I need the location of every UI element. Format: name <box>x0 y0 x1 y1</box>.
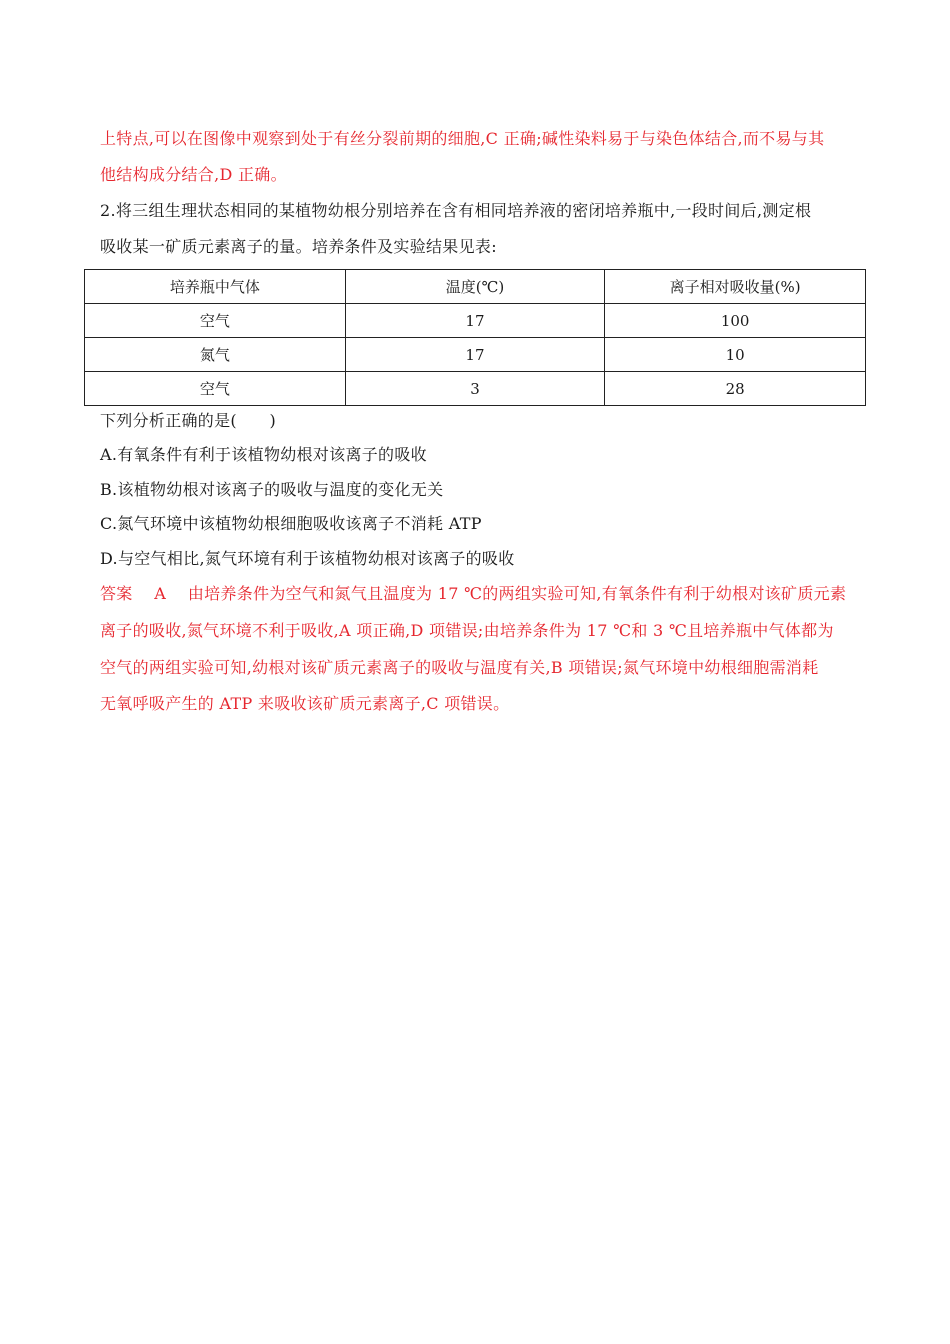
cell-temperature: 17 <box>345 338 605 372</box>
cell-gas: 空气 <box>85 372 346 406</box>
cell-gas: 空气 <box>85 304 346 338</box>
option-d: D.与空气相比,氮气环境有利于该植物幼根对该离子的吸收 <box>100 549 515 568</box>
cell-absorption: 28 <box>605 372 866 406</box>
cell-absorption: 10 <box>605 338 866 372</box>
cell-temperature: 17 <box>345 304 605 338</box>
question-prompt: 下列分析正确的是( ) <box>100 411 277 430</box>
header-temperature: 温度(℃) <box>345 270 605 304</box>
table-row <box>85 372 866 406</box>
cell-absorption: 100 <box>605 304 866 338</box>
header-absorption: 离子相对吸收量(%) <box>605 270 866 304</box>
option-c: C.氮气环境中该植物幼根细胞吸收该离子不消耗 ATP <box>100 514 482 533</box>
results-table <box>84 269 866 406</box>
question-stem-line-2: 吸收某一矿质元素离子的量。培养条件及实验结果见表: <box>100 237 497 256</box>
table-header-row <box>85 270 866 304</box>
answer-line-2: 离子的吸收,氮气环境不利于吸收,A 项正确,D 项错误;由培养条件为 17 ℃和 3 ℃且培养瓶中气体都为 <box>100 621 834 640</box>
header-gas: 培养瓶中气体 <box>85 270 346 304</box>
option-b: B.该植物幼根对该离子的吸收与温度的变化无关 <box>100 480 444 499</box>
cell-gas: 氮气 <box>85 338 346 372</box>
cell-temperature: 3 <box>345 372 605 406</box>
prev-explanation-line-1: 上特点,可以在图像中观察到处于有丝分裂前期的细胞,C 正确;碱性染料易于与染色体结合,而不易与其 <box>100 129 825 148</box>
answer-line-4: 无氧呼吸产生的 ATP 来吸收该矿质元素离子,C 项错误。 <box>100 694 510 713</box>
table-row <box>85 304 866 338</box>
table-row <box>85 338 866 372</box>
prev-explanation-line-2: 他结构成分结合,D 正确。 <box>100 165 287 184</box>
answer-line-3: 空气的两组实验可知,幼根对该矿质元素离子的吸收与温度有关,B 项错误;氮气环境中幼根细胞需消耗 <box>100 658 819 677</box>
option-a: A.有氧条件有利于该植物幼根对该离子的吸收 <box>100 445 427 464</box>
question-stem-line-1: 2.将三组生理状态相同的某植物幼根分别培养在含有相同培养液的密闭培养瓶中,一段时间后,测定根 <box>100 201 812 220</box>
answer-line-1: 答案 A 由培养条件为空气和氮气且温度为 17 ℃的两组实验可知,有氧条件有利于幼根对该矿质元素 <box>100 584 847 603</box>
